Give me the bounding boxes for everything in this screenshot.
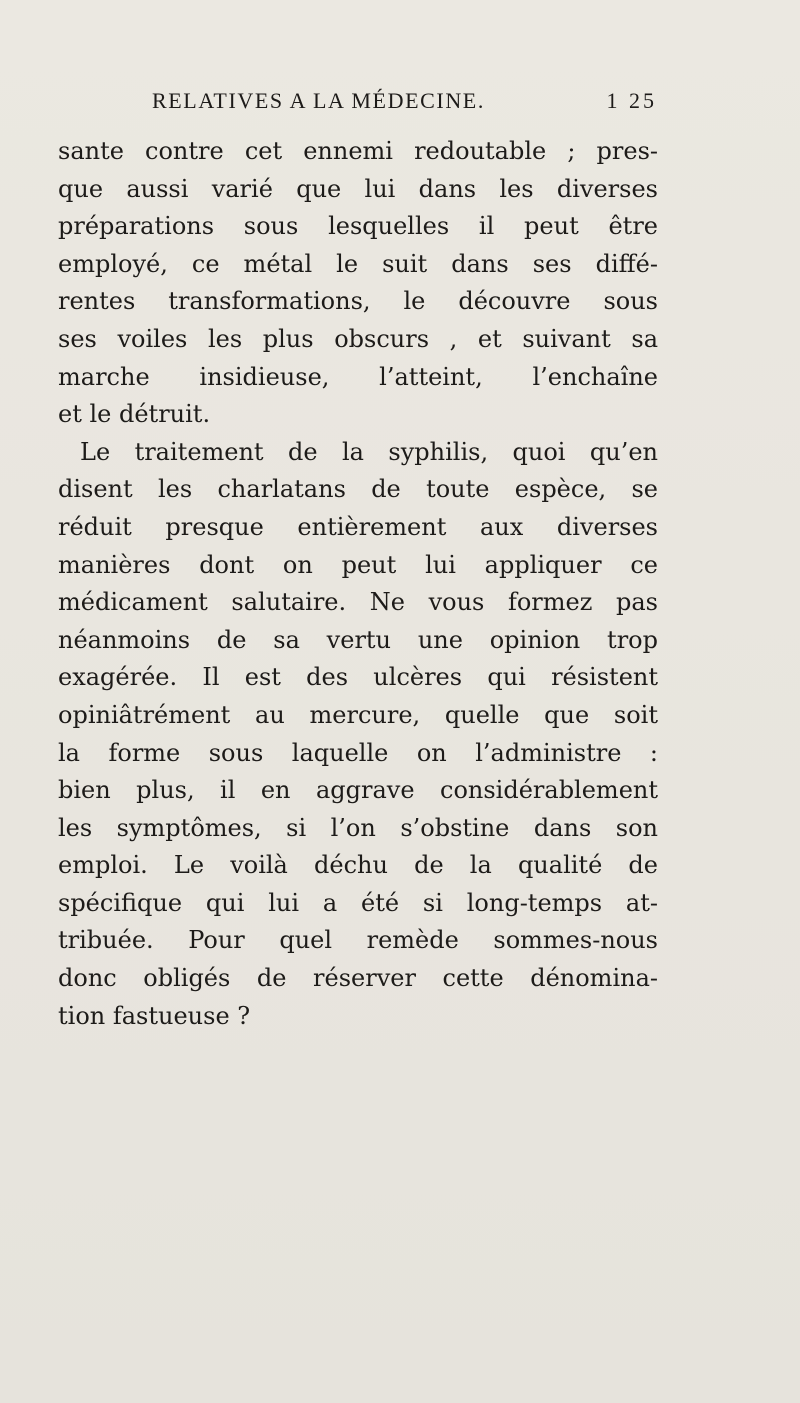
text-line: bien plus, il en aggrave considérablement bbox=[58, 776, 658, 805]
text-line: marche insidieuse, l’atteint, l’enchaîne bbox=[58, 362, 658, 391]
text-line: la forme sous laquelle on l’administre : bbox=[58, 738, 658, 767]
text-line: donc obligés de réserver cette dénomina- bbox=[58, 964, 658, 993]
page-number: 1 25 bbox=[606, 88, 657, 113]
text-line: rentes transformations, le découvre sous bbox=[58, 287, 658, 316]
text-line: tribuée. Pour quel remède sommes-nous bbox=[58, 926, 658, 955]
running-head bbox=[152, 88, 657, 118]
text-line: opiniâtrément au mercure, quelle que soit bbox=[58, 700, 658, 729]
paragraph-start-line: Le traitement de la syphilis, quoi qu’en bbox=[80, 437, 658, 466]
text-line: les symptômes, si l’on s’obstine dans son bbox=[58, 813, 658, 842]
text-line: exagérée. Il est des ulcères qui résistent bbox=[58, 663, 658, 692]
text-line: ses voiles les plus obscurs , et suivant sa bbox=[58, 324, 658, 353]
text-line: emploi. Le voilà déchu de la qualité de bbox=[58, 851, 658, 880]
running-title: RELATIVES A LA MÉDECINE. bbox=[152, 88, 485, 113]
text-line: manières dont on peut lui appliquer ce bbox=[58, 550, 658, 579]
body-text bbox=[58, 133, 658, 1035]
text-line: préparations sous lesquelles il peut être bbox=[58, 212, 658, 241]
text-line: que aussi varié que lui dans les diverses bbox=[58, 174, 658, 203]
text-line: disent les charlatans de toute espèce, se bbox=[58, 475, 658, 504]
text-line: néanmoins de sa vertu une opinion trop bbox=[58, 625, 658, 654]
text-line: spécifique qui lui a été si long-temps at- bbox=[58, 888, 658, 917]
text-line: employé, ce métal le suit dans ses diffé- bbox=[58, 249, 658, 278]
text-line: médicament salutaire. Ne vous formez pas bbox=[58, 588, 658, 617]
text-line: réduit presque entièrement aux diverses bbox=[58, 512, 658, 541]
text-line: sante contre cet ennemi redoutable ; pres- bbox=[58, 137, 658, 165]
text-line: et le détruit. bbox=[58, 400, 211, 429]
text-line: tion fastueuse ? bbox=[58, 1001, 251, 1030]
